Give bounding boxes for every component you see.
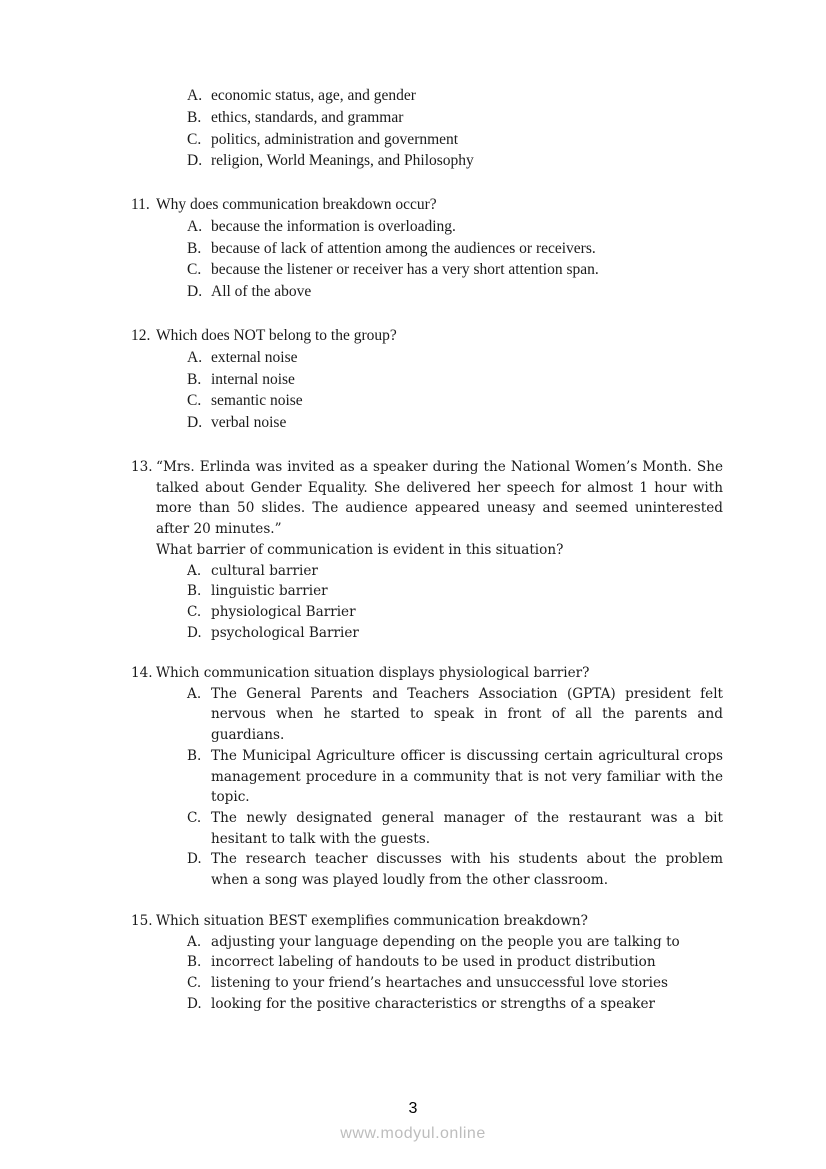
option-letter: A. <box>187 87 203 104</box>
option-text: adjusting your language depending on the people you are talking to <box>211 933 680 950</box>
option-letter: C. <box>187 975 202 992</box>
answer-option <box>131 746 723 808</box>
option-letter: C. <box>187 603 202 620</box>
answer-option <box>131 602 723 623</box>
answer-option <box>131 238 723 260</box>
option-letter: D. <box>187 995 202 1012</box>
answer-option <box>131 259 723 281</box>
question-stem <box>131 911 723 932</box>
option-letter: C. <box>187 130 202 148</box>
page-number: 3 <box>408 1100 418 1117</box>
answer-option <box>131 849 723 890</box>
option-text: The Municipal Agriculture officer is discussing certain agricultural crops management procedure in a community that is not very familiar with the topic. <box>211 747 723 806</box>
option-text: verbal noise <box>211 414 287 432</box>
option-text: The research teacher discusses with his students about the problem when a song was played loudly from the other classroom. <box>211 851 723 889</box>
watermark: www.modyul.online <box>340 1125 486 1142</box>
option-text: because the listener or receiver has a very short attention span. <box>211 261 599 279</box>
option-letter: A. <box>187 933 202 950</box>
question-number: 11. <box>131 196 150 213</box>
answer-option <box>131 107 723 129</box>
option-text: incorrect labeling of handouts to be used in product distribution <box>211 954 656 971</box>
option-letter: A. <box>187 562 202 579</box>
question-stem <box>131 457 723 540</box>
answer-option <box>131 150 723 172</box>
question-10-options <box>131 85 723 172</box>
option-text: because of lack of attention among the audiences or receivers. <box>211 239 596 257</box>
option-text: cultural barrier <box>211 562 318 579</box>
option-text: politics, administration and government <box>211 130 459 148</box>
option-letter: B. <box>187 747 202 764</box>
option-letter: C. <box>187 261 202 279</box>
question-text: “Mrs. Erlinda was invited as a speaker during the National Women’s Month. She talked about Gender Equality. She delivered her speech for almost 1 hour with more than 50 slides. The audience appeared uneasy and seemed uninterested after 20 minutes.” <box>156 459 723 538</box>
option-letter: B. <box>187 583 202 600</box>
option-text: ethics, standards, and grammar <box>211 108 404 126</box>
question-text: Which does NOT belong to the group? <box>156 327 397 344</box>
option-text: semantic noise <box>211 392 303 410</box>
question-stem <box>131 540 723 561</box>
answer-option <box>131 623 723 644</box>
answer-option <box>131 281 723 303</box>
option-text: The newly designated general manager of the restaurant was a bit hesitant to talk with the guests. <box>211 809 723 847</box>
option-text: linguistic barrier <box>211 583 328 600</box>
question-text: Why does communication breakdown occur? <box>156 196 437 213</box>
option-letter: D. <box>187 851 202 868</box>
answer-option <box>131 994 723 1015</box>
question-11 <box>131 194 723 303</box>
answer-option <box>131 581 723 602</box>
answer-option <box>131 973 723 994</box>
option-letter: A. <box>187 348 203 366</box>
answer-option <box>131 932 723 953</box>
option-text: listening to your friend’s heartaches and unsuccessful love stories <box>211 975 669 992</box>
option-letter: C. <box>187 392 202 410</box>
question-13 <box>131 457 723 643</box>
question-14 <box>131 663 723 891</box>
option-letter: D. <box>187 152 203 170</box>
answer-option <box>131 952 723 973</box>
question-text: Which situation BEST exemplifies communication breakdown? <box>156 913 588 929</box>
answer-option <box>131 808 723 849</box>
option-text: because the information is overloading. <box>211 217 456 235</box>
option-letter: B. <box>187 370 202 388</box>
option-letter: B. <box>187 108 202 126</box>
answer-option <box>131 347 723 369</box>
question-number: 12. <box>131 327 151 344</box>
option-letter: D. <box>187 414 203 432</box>
option-text: physiological Barrier <box>211 603 356 620</box>
question-number: 13. <box>131 459 153 475</box>
option-letter: A. <box>187 217 203 235</box>
option-text: looking for the positive characteristics or strengths of a speaker <box>211 995 656 1012</box>
option-text: psychological Barrier <box>211 624 359 641</box>
option-text: internal noise <box>211 370 295 388</box>
option-letter: B. <box>187 239 202 257</box>
question-number <box>131 540 156 561</box>
option-text: All of the above <box>211 283 312 301</box>
answer-option <box>131 561 723 582</box>
question-12 <box>131 325 723 434</box>
question-stem <box>131 325 723 347</box>
question-stem <box>131 194 723 216</box>
answer-option <box>131 412 723 434</box>
question-number: 14. <box>131 665 153 681</box>
option-text: economic status, age, and gender <box>211 87 416 104</box>
answer-option <box>131 85 723 107</box>
answer-option <box>131 216 723 238</box>
option-text: external noise <box>211 348 298 366</box>
option-letter: A. <box>187 685 202 702</box>
option-text: The General Parents and Teachers Association (GPTA) president felt nervous when he started to speak in front of all the parents and guardians. <box>211 685 723 744</box>
question-stem <box>131 663 723 684</box>
answer-option <box>131 129 723 151</box>
option-letter: D. <box>187 624 202 641</box>
option-letter: C. <box>187 809 202 826</box>
option-letter: D. <box>187 283 203 301</box>
question-text: What barrier of communication is evident in this situation? <box>156 541 564 558</box>
question-number: 15. <box>131 913 153 929</box>
answer-option <box>131 369 723 391</box>
question-15 <box>131 911 723 1015</box>
question-text: Which communication situation displays physiological barrier? <box>156 665 590 681</box>
answer-option <box>131 684 723 746</box>
answer-option <box>131 390 723 412</box>
option-letter: B. <box>187 954 202 971</box>
option-text: religion, World Meanings, and Philosophy <box>211 152 474 170</box>
